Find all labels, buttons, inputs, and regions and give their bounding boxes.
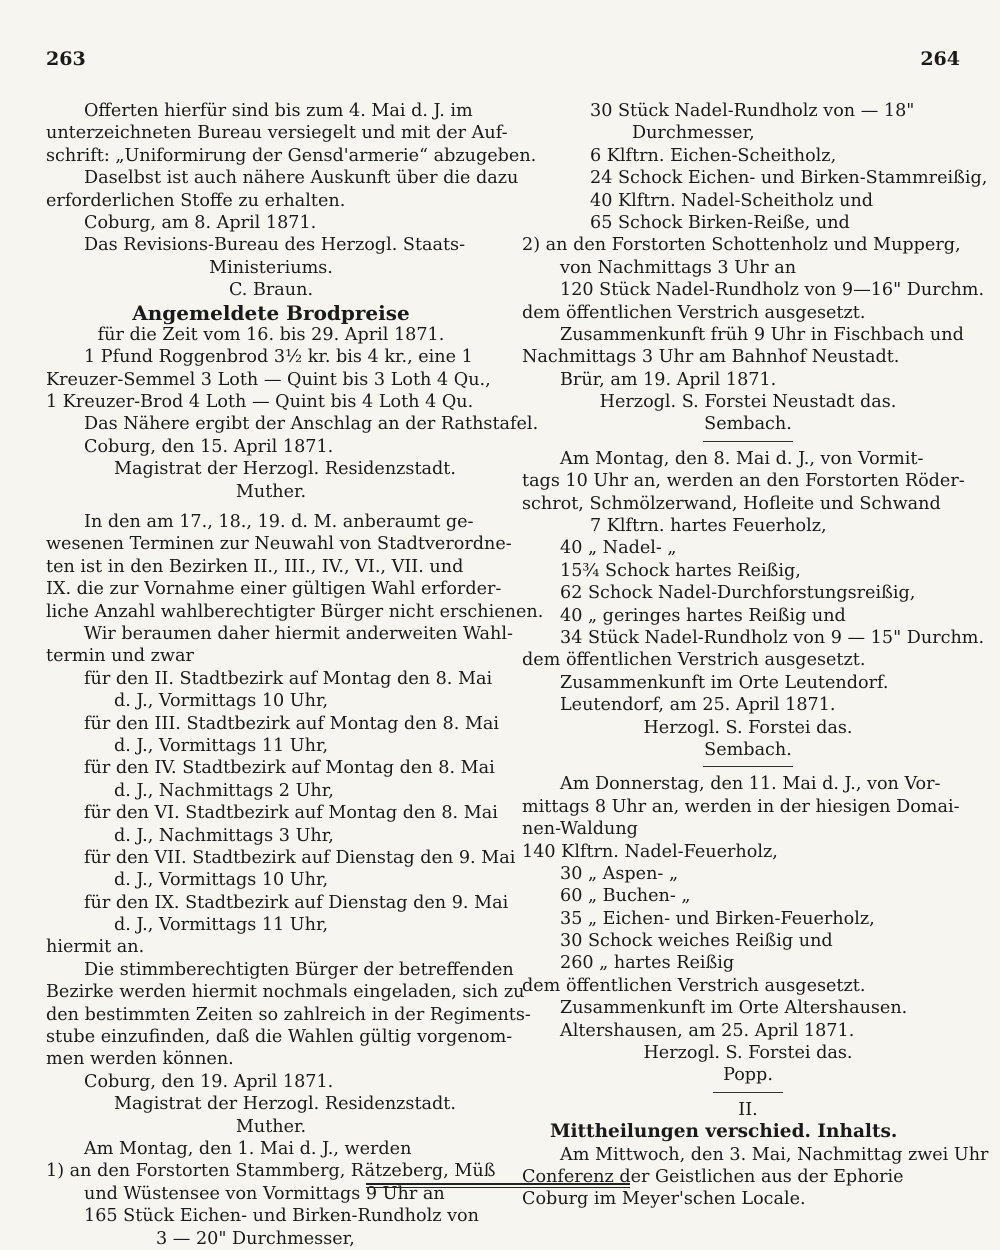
left-text-line: 1 Kreuzer-Brod 4 Loth — Quint bis 4 Loth 4 Qu. <box>46 392 474 413</box>
right-text-line: nen-Waldung <box>522 819 638 840</box>
right-text-line: 34 Stück Nadel-Rundholz von 9 — 15" Durchm. <box>560 627 985 648</box>
left-text-line: d. J., Vormittags 11 Uhr, <box>114 915 329 936</box>
right-text-line: Conferenz der Geistlichen aus der Ephorie <box>522 1166 904 1187</box>
left-text-line: 165 Stück Eichen- und Birken-Rundholz von <box>84 1206 479 1227</box>
left-text-line: Die stimmberechtigten Bürger der betreffenden <box>84 959 514 980</box>
right-text-line: 40 „ geringes hartes Reißig und <box>560 605 846 626</box>
left-text-line: Am Montag, den 1. Mai d. J., werden <box>84 1138 412 1159</box>
left-text-line: d. J., Nachmittags 2 Uhr, <box>114 780 334 801</box>
left-text-line: 3 — 20" Durchmesser, <box>156 1228 355 1249</box>
left-text-line: d. J., Vormittags 10 Uhr, <box>114 691 329 712</box>
right-text-line: 40 „ Nadel- „ <box>560 538 677 559</box>
left-text-line: Offerten hierfür sind bis zum 4. Mai d. J. im <box>84 101 473 121</box>
left-text-line: Das Revisions-Bureau des Herzogl. Staats- <box>84 235 466 256</box>
left-text-line: In den am 17., 18., 19. d. M. anberaumt ge- <box>84 512 474 533</box>
right-text-line: Herzogl. S. Forstei das. <box>643 717 853 738</box>
right-text-line: 30 Stück Nadel-Rundholz von — 18" <box>590 101 915 121</box>
left-text-line: stube einzufinden, daß die Wahlen gültig vorgenom- <box>46 1027 513 1048</box>
left-text-line: wesenen Terminen zur Neuwahl von Stadtverordne- <box>46 534 512 555</box>
right-text-line: 62 Schock Nadel-Durchforstungsreißig, <box>560 583 916 604</box>
right-text-line: 15¾ Schock hartes Reißig, <box>560 560 801 581</box>
left-text-line: Daselbst ist auch nähere Auskunft über die dazu <box>84 168 519 189</box>
right-text-line: Sembach. <box>704 414 792 435</box>
left-text-line: d. J., Vormittags 10 Uhr, <box>114 870 329 891</box>
left-text-line: Muther. <box>235 1116 307 1137</box>
section-divider <box>703 766 793 767</box>
left-text-line: Coburg, den 15. April 1871. <box>84 436 334 457</box>
left-text-line: Coburg, am 8. April 1871. <box>84 212 317 233</box>
left-text-line: Muther. <box>235 481 307 502</box>
left-text-line: IX. die zur Vornahme einer gültigen Wahl erforder- <box>46 579 502 600</box>
left-text-line: ten ist in den Bezirken II., III., IV., VI., VII. und <box>46 556 464 577</box>
left-text-line: Angemeldete Brodpreise <box>132 300 410 325</box>
left-text-line: men werden können. <box>46 1049 234 1070</box>
right-text-line: schrot, Schmölzerwand, Hofleite und Schwand <box>522 493 941 514</box>
left-text-line: 1) an den Forstorten Stammberg, Rätzeberg, Müß <box>46 1161 496 1182</box>
left-text-line: C. Braun. <box>228 280 314 301</box>
right-text-line: Nachmittags 3 Uhr am Bahnhof Neustadt. <box>522 347 900 368</box>
left-text-line: für den VII. Stadtbezirk auf Dienstag den 9. Mai <box>84 847 516 868</box>
left-text-line: Magistrat der Herzogl. Residenzstadt. <box>114 459 456 480</box>
left-text-line: liche Anzahl wahlberechtigter Bürger nicht erschienen. <box>46 601 544 622</box>
right-text-line: II. <box>738 1099 758 1120</box>
left-text-line: Das Nähere ergibt der Anschlag an der Rathstafel. <box>84 414 539 435</box>
right-text-line: Altershausen, am 25. April 1871. <box>560 1020 855 1041</box>
right-text-line: tags 10 Uhr an, werden an den Forstorten Röder- <box>522 471 965 492</box>
right-text-line: Zusammenkunft im Orte Altershausen. <box>560 998 908 1019</box>
left-text-line: für die Zeit vom 16. bis 29. April 1871. <box>97 324 445 345</box>
left-text-line: für den II. Stadtbezirk auf Montag den 8. Mai <box>84 668 493 689</box>
right-text-line: 35 „ Eichen- und Birken-Feuerholz, <box>560 908 875 929</box>
page-number-right: 264 <box>920 48 960 70</box>
page-number-left: 263 <box>46 48 86 70</box>
left-text-line: unterzeichneten Bureau versiegelt und mit der Auf- <box>46 123 508 144</box>
right-text-line: Am Donnerstag, den 11. Mai d. J., von Vor- <box>560 774 941 795</box>
left-text-line: Kreuzer-Semmel 3 Loth — Quint bis 3 Loth 4 Qu., <box>46 369 491 390</box>
left-text-line: und Wüstensee von Vormittags 9 Uhr an <box>84 1183 445 1204</box>
right-text-line: Am Mittwoch, den 3. Mai, Nachmittag zwei Uhr <box>560 1144 989 1165</box>
left-text-line: Coburg, den 19. April 1871. <box>84 1071 334 1092</box>
right-text-line: dem öffentlichen Verstrich ausgesetzt. <box>522 650 866 671</box>
left-text-line: für den IX. Stadtbezirk auf Dienstag den 9. Mai <box>84 892 509 913</box>
left-text-line: hiermit an. <box>46 937 145 958</box>
right-text-line: 7 Klftrn. hartes Feuerholz, <box>590 516 827 537</box>
left-text-line <box>46 503 496 511</box>
right-text-line: Durchmesser, <box>632 123 755 144</box>
left-text-line: d. J., Nachmittags 3 Uhr, <box>114 825 334 846</box>
left-column <box>46 100 544 1250</box>
left-text-line: erforderlichen Stoffe zu erhalten. <box>46 190 346 211</box>
right-text-line: Coburg im Meyer'schen Locale. <box>522 1189 806 1210</box>
left-text-line: schrift: „Uniformirung der Gensd'armerie“ abzugeben. <box>46 145 537 166</box>
left-text-line: d. J., Vormittags 11 Uhr, <box>114 735 329 756</box>
right-text-line: 2) an den Forstorten Schottenholz und Mupperg, <box>522 235 961 256</box>
right-text-line: 260 „ hartes Reißig <box>560 953 735 974</box>
right-text-line: Brür, am 19. April 1871. <box>560 369 777 390</box>
right-text-line: dem öffentlichen Verstrich ausgesetzt. <box>522 302 866 323</box>
section-divider <box>713 1092 783 1093</box>
left-text-line: Wir beraumen daher hiermit anderweiten Wahl- <box>84 623 513 644</box>
left-text-line: für den IV. Stadtbezirk auf Montag den 8. Mai <box>84 758 495 779</box>
right-text-line: 24 Schock Eichen- und Birken-Stammreißig, <box>590 168 988 189</box>
right-column <box>522 100 989 1211</box>
left-text-line: Magistrat der Herzogl. Residenzstadt. <box>114 1094 456 1115</box>
right-text-line: Zusammenkunft im Orte Leutendorf. <box>560 672 889 693</box>
left-text-line: für den VI. Stadtbezirk auf Montag den 8. Mai <box>84 803 498 824</box>
section-divider <box>703 441 793 442</box>
left-text-line: den bestimmten Zeiten so zahlreich in der Regiments- <box>46 1004 531 1025</box>
right-text-line: mittags 8 Uhr an, werden in der hiesigen Domai- <box>522 796 960 817</box>
left-text-line: Ministeriums. <box>209 257 333 278</box>
right-text-line: Am Montag, den 8. Mai d. J., von Vormit- <box>560 448 924 469</box>
right-text-line: 65 Schock Birken-Reiße, und <box>590 212 850 233</box>
left-text-line: Bezirke werden hiermit nochmals eingeladen, sich zu <box>46 982 525 1003</box>
right-text-line: 140 Klftrn. Nadel-Feuerholz, <box>522 841 778 862</box>
right-text-line: Leutendorf, am 25. April 1871. <box>560 695 836 716</box>
right-text-line: Mittheilungen verschied. Inhalts. <box>550 1121 898 1143</box>
left-text-line: 1 Pfund Roggenbrod 3½ kr. bis 4 kr., eine 1 <box>84 347 473 368</box>
bottom-rule <box>366 1183 630 1188</box>
right-text-line: Popp. <box>723 1065 773 1086</box>
right-text-line: 120 Stück Nadel-Rundholz von 9—16" Durchm. <box>560 280 985 301</box>
right-text-line: Sembach. <box>704 739 792 760</box>
right-text-line: dem öffentlichen Verstrich ausgesetzt. <box>522 975 866 996</box>
right-text-line: 40 Klftrn. Nadel-Scheitholz und <box>590 190 874 211</box>
right-text-line: 6 Klftrn. Eichen-Scheitholz, <box>590 145 837 166</box>
right-text-line: Herzogl. S. Forstei das. <box>643 1043 853 1064</box>
left-text-line: für den III. Stadtbezirk auf Montag den 8. Mai <box>84 713 500 734</box>
right-text-line: 60 „ Buchen- „ <box>560 886 691 907</box>
left-text-line: termin und zwar <box>46 646 194 667</box>
right-text-line: Herzogl. S. Forstei Neustadt das. <box>599 392 897 413</box>
right-text-line: von Nachmittags 3 Uhr an <box>560 257 797 278</box>
right-text-line: 30 Schock weiches Reißig und <box>560 931 833 952</box>
right-text-line: 30 „ Aspen- „ <box>560 863 679 884</box>
right-text-line: Zusammenkunft früh 9 Uhr in Fischbach und <box>560 324 964 345</box>
